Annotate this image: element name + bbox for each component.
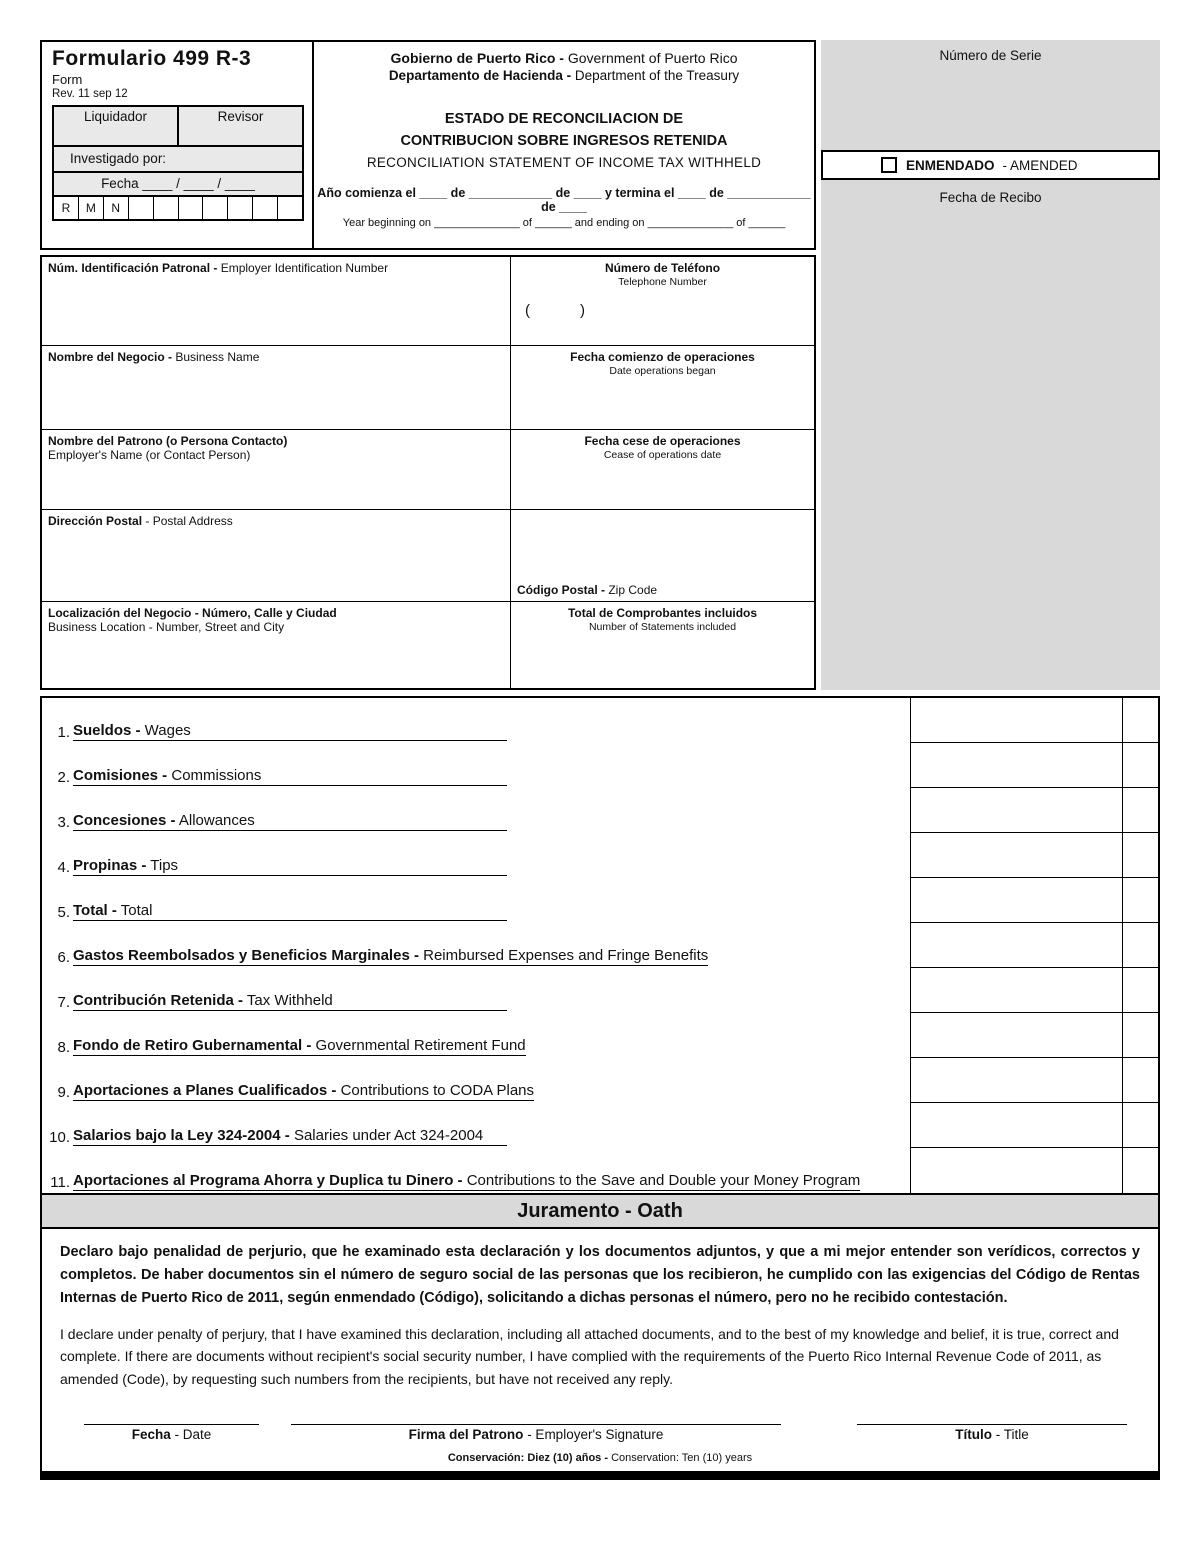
telephone-label-es: Número de Teléfono	[604, 261, 721, 275]
postal-address-label-en: - Postal Address	[145, 514, 233, 528]
amount-field-7[interactable]	[910, 968, 1122, 1013]
oath-body	[42, 1229, 1158, 1398]
line-number: 5.	[57, 904, 70, 921]
department-label-en: Department of the Treasury	[574, 68, 740, 83]
cents-field-9[interactable]	[1122, 1058, 1158, 1103]
employer-signature-label-es: Firma del Patrono	[408, 1426, 524, 1442]
cease-operations-field[interactable]	[510, 429, 814, 509]
line-text-en: Wages	[140, 722, 191, 739]
investigado-field[interactable]	[52, 145, 304, 173]
line-text-es: Contribución Retenida -	[73, 992, 243, 1009]
oath-text-spanish: Declaro bajo penalidad de perjurio, que he examinado esta declaración y los documentos adjuntos, y que a mi mejor entender son verídicos, correctos y completos. De haber documentos sin el número de seguro social de las personas que los recibieron, he cumplido con las exigencias del Código de Rentas Internas de Puerto Rico de 2011, según enmendado (Código), solicitando a dichas personas el número, pero no he recibido contestación.	[60, 1244, 1140, 1306]
receipt-date-label: Fecha de Recibo	[939, 190, 1042, 205]
line-item-11	[42, 1148, 1158, 1193]
employer-signature-label-en: - Employer's Signature	[523, 1426, 664, 1442]
line-text-es: Concesiones -	[73, 812, 176, 829]
line-item-label	[42, 878, 910, 923]
amount-field-5[interactable]	[910, 878, 1122, 923]
revisor-field[interactable]	[177, 107, 302, 145]
line-number: 10.	[49, 1129, 70, 1146]
business-name-field[interactable]	[42, 345, 510, 429]
date-operations-began-field[interactable]	[510, 345, 814, 429]
line-item-2	[42, 743, 1158, 788]
form-main-title	[314, 109, 814, 173]
line-item-label	[42, 1103, 910, 1148]
statements-label-en: Number of Statements included	[588, 621, 737, 633]
ein-field[interactable]	[42, 257, 510, 345]
employer-name-label-en: Employer's Name (or Contact Person)	[48, 448, 251, 462]
conservation-label-es: Conservación: Diez (10) años -	[447, 1451, 612, 1464]
liquidador-field[interactable]	[54, 107, 177, 145]
investigado-label: Investigado por:	[70, 151, 167, 166]
line-text-en: Reimbursed Expenses and Fringe Benefits	[418, 947, 709, 964]
line-item-label	[42, 1148, 910, 1193]
right-panel	[821, 40, 1160, 690]
taxpayer-info-box	[40, 255, 816, 690]
title-label-es: Título	[955, 1426, 992, 1442]
line-item-label	[42, 968, 910, 1013]
conservation-label-en: Conservation: Ten (10) years	[611, 1451, 753, 1464]
government-label-en: Government of Puerto Rico	[567, 50, 738, 66]
line-text	[73, 1127, 507, 1146]
line-text-es: Aportaciones al Programa Ahorra y Duplica tu Dinero -	[73, 1172, 463, 1189]
tax-form-499r3	[40, 40, 1160, 1480]
statements-included-field[interactable]	[510, 601, 814, 688]
amount-field-11[interactable]	[910, 1148, 1122, 1193]
line-text	[73, 722, 507, 741]
lower-section	[40, 696, 1160, 1480]
amount-field-8[interactable]	[910, 1013, 1122, 1058]
cents-field-3[interactable]	[1122, 788, 1158, 833]
form-title-box	[314, 40, 816, 250]
oath-text-english: I declare under penalty of perjury, that I have examined this declaration, including all attached documents, and to the best of my knowledge and belief, it is true, correct and complete. If there are documents without recipient's social security number, I have complied with the requirements of the Puerto Rico Internal Revenue Code of 2011, as amended (Code), by requesting such numbers from the recipients, but have not received any reply.	[60, 1325, 1119, 1387]
business-location-field[interactable]	[42, 601, 510, 688]
line-text-es: Fondo de Retiro Gubernamental -	[73, 1037, 312, 1054]
business-name-label-en: Business Name	[175, 350, 260, 364]
telephone-parentheses[interactable]: ( )	[525, 302, 585, 319]
form-label: Form	[52, 72, 83, 87]
title-label-en: - Title	[991, 1426, 1029, 1442]
zip-code-label	[517, 583, 808, 597]
line-item-3	[42, 788, 1158, 833]
line-text	[73, 992, 507, 1011]
line-number: 1.	[57, 724, 70, 741]
amount-field-10[interactable]	[910, 1103, 1122, 1148]
cents-field-11[interactable]	[1122, 1148, 1158, 1193]
rmn-cell[interactable]	[202, 197, 227, 219]
upper-left	[40, 40, 816, 690]
title-line-1: ESTADO DE RECONCILIACION DE	[444, 111, 684, 127]
line-text	[73, 857, 507, 876]
cents-field-5[interactable]	[1122, 878, 1158, 923]
header-row	[40, 40, 816, 250]
cents-field-6[interactable]	[1122, 923, 1158, 968]
cents-field-1[interactable]	[1122, 698, 1158, 743]
rmn-cell-m[interactable]: M	[78, 197, 103, 219]
line-text	[73, 1172, 860, 1191]
department-label-es: Departamento de Hacienda -	[388, 68, 575, 83]
business-location-label-es: Localización del Negocio - Número, Calle y Ciudad	[48, 606, 337, 620]
line-text	[73, 812, 507, 831]
line-items	[42, 698, 1158, 1193]
line-text-en: Salaries under Act 324-2004	[289, 1127, 484, 1144]
zip-code-field[interactable]	[510, 509, 814, 601]
employer-name-field[interactable]	[42, 429, 510, 509]
telephone-field[interactable]	[510, 257, 814, 345]
line-number: 9.	[57, 1084, 70, 1101]
cents-field-8[interactable]	[1122, 1013, 1158, 1058]
line-number: 11.	[50, 1174, 70, 1191]
line-text-en: Governmental Retirement Fund	[311, 1037, 526, 1054]
line-text	[73, 767, 507, 786]
oath-header	[42, 1193, 1158, 1229]
amount-field-6[interactable]	[910, 923, 1122, 968]
department-line	[314, 68, 814, 83]
rmn-cell-n[interactable]: N	[103, 197, 128, 219]
date-signature-line[interactable]	[84, 1424, 259, 1425]
line-item-label	[42, 833, 910, 878]
date-cease-label-es: Fecha cese de operaciones	[584, 434, 741, 448]
serial-number-field[interactable]	[821, 40, 1160, 150]
line-number: 8.	[57, 1039, 70, 1056]
employer-signature-line[interactable]	[291, 1424, 781, 1425]
line-number: 2.	[57, 769, 70, 786]
amended-label-en: - AMENDED	[1002, 157, 1078, 173]
line-number: 3.	[57, 814, 70, 831]
line-text-en: Allowances	[175, 812, 255, 829]
rmn-grid	[52, 195, 304, 221]
amended-row	[821, 150, 1160, 180]
date-began-label-en: Date operations began	[609, 365, 716, 377]
line-number: 4.	[57, 859, 70, 876]
rmn-cell-r[interactable]: R	[61, 201, 71, 215]
cents-field-4[interactable]	[1122, 833, 1158, 878]
line-item-5	[42, 878, 1158, 923]
government-line	[314, 50, 814, 66]
cents-field-2[interactable]	[1122, 743, 1158, 788]
zip-label-es: Código Postal -	[517, 583, 609, 597]
form-id-box	[40, 40, 314, 250]
line-text-es: Comisiones -	[73, 767, 168, 784]
amount-field-2[interactable]	[910, 743, 1122, 788]
line-item-label	[42, 698, 910, 743]
line-text-es: Sueldos -	[73, 722, 141, 739]
form-revision: Rev. 11 sep 12	[52, 88, 128, 100]
line-text-es: Total -	[73, 902, 117, 919]
line-text-en: Total	[116, 902, 153, 919]
line-text-en: Contributions to the Save and Double your Money Program	[462, 1172, 861, 1189]
date-signature-block	[84, 1424, 259, 1442]
signature-row	[42, 1424, 1158, 1442]
line-item-9	[42, 1058, 1158, 1103]
rmn-cell[interactable]	[128, 197, 153, 219]
business-location-label-en: Business Location - Number, Street and City	[48, 620, 285, 634]
line-item-8	[42, 1013, 1158, 1058]
title-signature-block	[857, 1424, 1127, 1442]
title-line-3: RECONCILIATION STATEMENT OF INCOME TAX WITHHELD	[366, 154, 762, 170]
cents-field-10[interactable]	[1122, 1103, 1158, 1148]
line-text-en: Tax Withheld	[243, 992, 333, 1009]
line-text	[73, 1037, 526, 1056]
amount-field-3[interactable]	[910, 788, 1122, 833]
line-item-label	[42, 1058, 910, 1103]
telephone-label-en: Telephone Number	[618, 276, 707, 288]
postal-address-label-es: Dirección Postal	[48, 514, 146, 528]
rmn-cell[interactable]	[227, 197, 252, 219]
liquidador-label: Liquidador	[83, 109, 148, 124]
line-text-en: Commissions	[167, 767, 262, 784]
amount-field-9[interactable]	[910, 1058, 1122, 1103]
statements-label-es: Total de Comprobantes incluidos	[567, 606, 758, 620]
line-item-10	[42, 1103, 1158, 1148]
receipt-date-field[interactable]	[821, 180, 1160, 690]
year-period-es: Año comienza el ____ de ____________ de ____ y termina el ____ de ____________ de ____	[317, 185, 811, 214]
line-text-es: Salarios bajo la Ley 324-2004 -	[73, 1127, 290, 1144]
amount-field-4[interactable]	[910, 833, 1122, 878]
line-text	[73, 947, 708, 966]
date-cease-label-en: Cease of operations date	[603, 449, 722, 461]
amended-label-es: ENMENDADO	[906, 157, 995, 173]
revisor-label: Revisor	[217, 109, 264, 124]
line-item-1	[42, 698, 1158, 743]
conservation-note	[42, 1452, 1158, 1464]
line-text-es: Propinas -	[73, 857, 147, 874]
line-item-4	[42, 833, 1158, 878]
title-line-2: CONTRIBUCION SOBRE INGRESOS RETENIDA	[400, 132, 728, 149]
line-number: 6.	[57, 949, 70, 966]
zip-label-en: Zip Code	[608, 583, 658, 597]
line-number: 7.	[57, 994, 70, 1011]
government-label-es: Gobierno de Puerto Rico -	[390, 50, 568, 66]
business-name-label-es: Nombre del Negocio -	[48, 350, 176, 364]
cents-field-7[interactable]	[1122, 968, 1158, 1013]
liquidador-revisor-box	[52, 105, 304, 147]
fecha-field[interactable]	[52, 171, 304, 197]
line-text-es: Aportaciones a Planes Cualificados -	[73, 1082, 337, 1099]
upper-section	[40, 40, 1160, 690]
date-label-en: - Date	[170, 1426, 212, 1442]
line-item-label	[42, 788, 910, 833]
rmn-cell[interactable]	[277, 197, 302, 219]
amount-field-1[interactable]	[910, 698, 1122, 743]
line-text-en: Tips	[146, 857, 179, 874]
line-item-label	[42, 743, 910, 788]
line-text	[73, 1082, 534, 1101]
year-period-en: Year beginning on ______________ of ______ and ending on ______________ of ______	[342, 216, 786, 229]
line-item-label	[42, 923, 910, 968]
line-text-en: Contributions to CODA Plans	[336, 1082, 535, 1099]
rmn-cell[interactable]	[252, 197, 277, 219]
oath-title: Juramento - Oath	[517, 1199, 683, 1222]
date-began-label-es: Fecha comienzo de operaciones	[570, 350, 755, 364]
postal-address-field[interactable]	[42, 509, 510, 601]
bottom-bar	[42, 1471, 1158, 1480]
title-signature-line[interactable]	[857, 1424, 1127, 1425]
form-number: Formulario 499 R-3	[52, 47, 252, 70]
amended-checkbox[interactable]	[881, 157, 897, 173]
date-label-es: Fecha	[131, 1426, 171, 1442]
rmn-cell[interactable]	[153, 197, 178, 219]
serial-number-label: Número de Serie	[939, 48, 1042, 63]
fecha-label: Fecha ____ / ____ / ____	[101, 176, 255, 191]
ein-label-en: Employer Identification Number	[220, 261, 389, 275]
line-item-6	[42, 923, 1158, 968]
line-item-7	[42, 968, 1158, 1013]
ein-label-es: Núm. Identificación Patronal -	[48, 261, 221, 275]
line-text-es: Gastos Reembolsados y Beneficios Marginales -	[73, 947, 419, 964]
year-period-fields[interactable]	[314, 186, 814, 229]
line-item-label	[42, 1013, 910, 1058]
employer-name-label-es: Nombre del Patrono (o Persona Contacto)	[48, 434, 288, 448]
employer-signature-block	[291, 1424, 781, 1442]
line-text	[73, 902, 507, 921]
rmn-cell[interactable]	[178, 197, 203, 219]
